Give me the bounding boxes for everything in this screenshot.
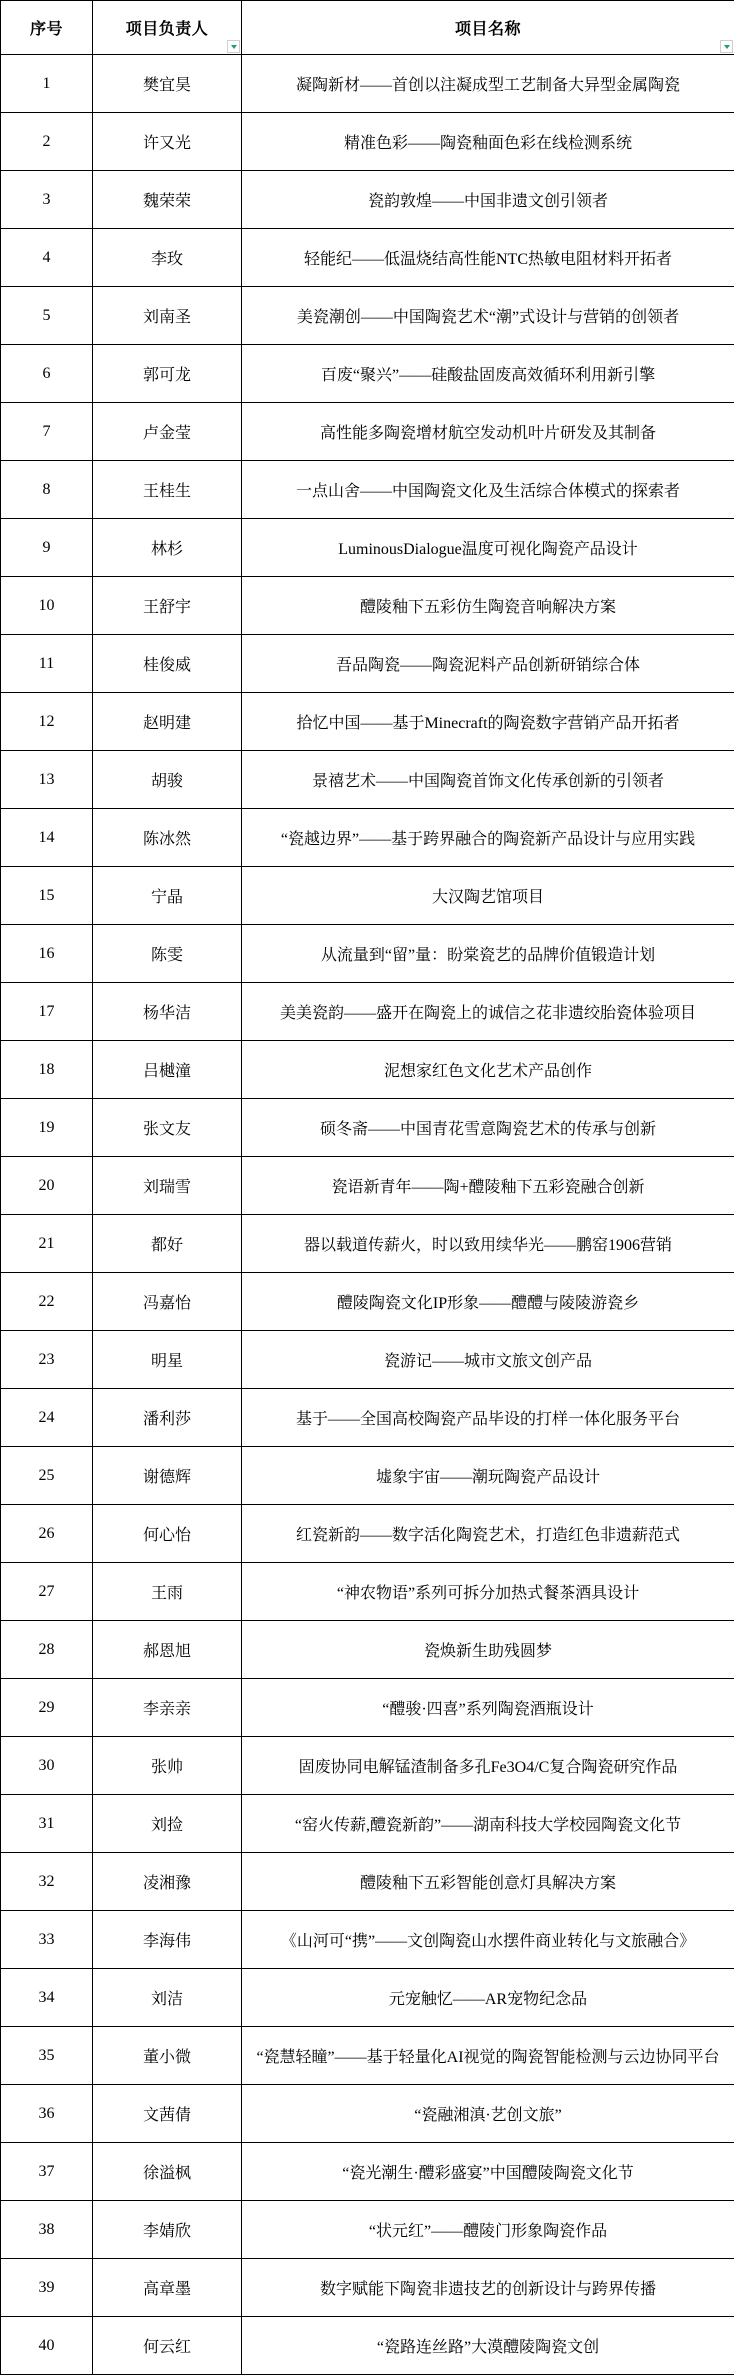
cell-index[interactable]: 19	[1, 1099, 93, 1157]
cell-project[interactable]: “瓷融湘滇·艺创文旅”	[242, 2085, 734, 2143]
cell-leader[interactable]: 潘利莎	[93, 1389, 242, 1447]
cell-index[interactable]: 39	[1, 2259, 93, 2317]
cell-leader[interactable]: 李婧欣	[93, 2201, 242, 2259]
cell-index[interactable]: 10	[1, 577, 93, 635]
cell-index[interactable]: 22	[1, 1273, 93, 1331]
cell-index[interactable]: 30	[1, 1737, 93, 1795]
cell-project[interactable]: 拾忆中国——基于Minecraft的陶瓷数字营销产品开拓者	[242, 693, 734, 751]
table-row	[1, 1911, 734, 1969]
cell-leader[interactable]: 都好	[93, 1215, 242, 1273]
cell-leader[interactable]: 王舒宇	[93, 577, 242, 635]
cell-project[interactable]: 轻能纪——低温烧结高性能NTC热敏电阻材料开拓者	[242, 229, 734, 287]
table-row	[1, 287, 734, 345]
cell-index[interactable]: 9	[1, 519, 93, 577]
cell-project[interactable]: 红瓷新韵——数字活化陶瓷艺术，打造红色非遗薪范式	[242, 1505, 734, 1563]
filter-dropdown-icon	[231, 45, 237, 49]
cell-leader[interactable]: 许又光	[93, 113, 242, 171]
cell-index[interactable]: 33	[1, 1911, 93, 1969]
cell-project[interactable]: 数字赋能下陶瓷非遗技艺的创新设计与跨界传播	[242, 2259, 734, 2317]
table-row	[1, 577, 734, 635]
cell-index[interactable]: 40	[1, 2317, 93, 2375]
leader-filter-button[interactable]	[227, 40, 240, 53]
cell-index[interactable]: 20	[1, 1157, 93, 1215]
table-row	[1, 1215, 734, 1273]
table-row	[1, 1447, 734, 1505]
header-cell-index[interactable]	[1, 1, 93, 55]
cell-project[interactable]: 醴陵陶瓷文化IP形象——醴醴与陵陵游瓷乡	[242, 1273, 734, 1331]
cell-project[interactable]: 景禧艺术——中国陶瓷首饰文化传承创新的引领者	[242, 751, 734, 809]
cell-leader[interactable]: 王雨	[93, 1563, 242, 1621]
table-row	[1, 1389, 734, 1447]
table-row	[1, 925, 734, 983]
cell-project[interactable]: 凝陶新材——首创以注凝成型工艺制备大异型金属陶瓷	[242, 55, 734, 113]
table-row	[1, 461, 734, 519]
table-row	[1, 1041, 734, 1099]
cell-index[interactable]: 23	[1, 1331, 93, 1389]
table-row	[1, 1679, 734, 1737]
filter-dropdown-icon	[724, 45, 730, 49]
header-label-index: 序号	[30, 21, 63, 38]
table-row	[1, 809, 734, 867]
cell-index[interactable]: 1	[1, 55, 93, 113]
cell-index[interactable]: 34	[1, 1969, 93, 2027]
table-row	[1, 2143, 734, 2201]
cell-index[interactable]: 15	[1, 867, 93, 925]
cell-index[interactable]: 6	[1, 345, 93, 403]
cell-leader[interactable]: 刘捡	[93, 1795, 242, 1853]
cell-index[interactable]: 35	[1, 2027, 93, 2085]
cell-index[interactable]: 12	[1, 693, 93, 751]
cell-index[interactable]: 25	[1, 1447, 93, 1505]
cell-leader[interactable]: 刘洁	[93, 1969, 242, 2027]
cell-leader[interactable]: 樊宜昊	[93, 55, 242, 113]
cell-leader[interactable]: 高章墨	[93, 2259, 242, 2317]
header-label-leader: 项目负责人	[126, 21, 209, 38]
cell-project[interactable]: 瓷韵敦煌——中国非遗文创引领者	[242, 171, 734, 229]
cell-project[interactable]: 醴陵釉下五彩仿生陶瓷音响解决方案	[242, 577, 734, 635]
cell-leader[interactable]: 刘瑞雪	[93, 1157, 242, 1215]
cell-project[interactable]: 瓷语新青年——陶+醴陵釉下五彩瓷融合创新	[242, 1157, 734, 1215]
table-row	[1, 345, 734, 403]
cell-leader[interactable]: 卢金莹	[93, 403, 242, 461]
cell-leader[interactable]: 张帅	[93, 1737, 242, 1795]
table-row	[1, 2085, 734, 2143]
cell-project[interactable]: “醴骏·四喜”系列陶瓷酒瓶设计	[242, 1679, 734, 1737]
cell-index[interactable]: 17	[1, 983, 93, 1041]
table-row	[1, 2027, 734, 2085]
table-row	[1, 983, 734, 1041]
table-row	[1, 2317, 734, 2375]
table-row	[1, 1969, 734, 2027]
table-row	[1, 2259, 734, 2317]
cell-project[interactable]: 一点山舍——中国陶瓷文化及生活综合体模式的探索者	[242, 461, 734, 519]
cell-leader[interactable]: 陈冰然	[93, 809, 242, 867]
cell-leader[interactable]: 徐溢枫	[93, 2143, 242, 2201]
cell-leader[interactable]: 李玫	[93, 229, 242, 287]
table-row	[1, 229, 734, 287]
table-row	[1, 1331, 734, 1389]
table-row	[1, 1099, 734, 1157]
cell-leader[interactable]: 明星	[93, 1331, 242, 1389]
table-row	[1, 1563, 734, 1621]
table-row	[1, 635, 734, 693]
cell-project[interactable]: 美瓷潮创——中国陶瓷艺术“潮”式设计与营销的创领者	[242, 287, 734, 345]
cell-index[interactable]: 2	[1, 113, 93, 171]
cell-leader[interactable]: 吕樾潼	[93, 1041, 242, 1099]
cell-leader[interactable]: 董小微	[93, 2027, 242, 2085]
cell-index[interactable]: 36	[1, 2085, 93, 2143]
cell-leader[interactable]: 李海伟	[93, 1911, 242, 1969]
cell-project[interactable]: 醴陵釉下五彩智能创意灯具解决方案	[242, 1853, 734, 1911]
table-row	[1, 1157, 734, 1215]
cell-index[interactable]: 32	[1, 1853, 93, 1911]
cell-leader[interactable]: 赵明建	[93, 693, 242, 751]
table-row	[1, 693, 734, 751]
table-row	[1, 403, 734, 461]
cell-index[interactable]: 28	[1, 1621, 93, 1679]
table-row	[1, 113, 734, 171]
cell-project[interactable]: 吾品陶瓷——陶瓷泥料产品创新研销综合体	[242, 635, 734, 693]
cell-project[interactable]: “神农物语”系列可拆分加热式餐茶酒具设计	[242, 1563, 734, 1621]
cell-project[interactable]: “状元红”——醴陵门形象陶瓷作品	[242, 2201, 734, 2259]
cell-index[interactable]: 37	[1, 2143, 93, 2201]
cell-project[interactable]: “瓷路连丝路”大漠醴陵陶瓷文创	[242, 2317, 734, 2375]
cell-leader[interactable]: 王桂生	[93, 461, 242, 519]
table-row	[1, 2201, 734, 2259]
header-cell-leader[interactable]	[93, 1, 242, 55]
cell-project[interactable]: 百废“聚兴”——硅酸盐固废高效循环利用新引擎	[242, 345, 734, 403]
header-cell-project[interactable]	[242, 1, 734, 55]
cell-index[interactable]: 18	[1, 1041, 93, 1099]
cell-index[interactable]: 13	[1, 751, 93, 809]
table-row	[1, 1795, 734, 1853]
cell-leader[interactable]: 张文友	[93, 1099, 242, 1157]
cell-leader[interactable]: 宁晶	[93, 867, 242, 925]
header-row	[1, 1, 734, 55]
cell-index[interactable]: 38	[1, 2201, 93, 2259]
cell-project[interactable]: “瓷越边界”——基于跨界融合的陶瓷新产品设计与应用实践	[242, 809, 734, 867]
cell-project[interactable]: 硕冬斋——中国青花雪意陶瓷艺术的传承与创新	[242, 1099, 734, 1157]
cell-project[interactable]: 从流量到“留”量：盼棠瓷艺的品牌价值锻造计划	[242, 925, 734, 983]
cell-leader[interactable]: 何心怡	[93, 1505, 242, 1563]
cell-index[interactable]: 21	[1, 1215, 93, 1273]
cell-leader[interactable]: 魏荣荣	[93, 171, 242, 229]
table-row	[1, 519, 734, 577]
cell-leader[interactable]: 谢德辉	[93, 1447, 242, 1505]
cell-leader[interactable]: 何云红	[93, 2317, 242, 2375]
cell-project[interactable]: 泥想家红色文化艺术产品创作	[242, 1041, 734, 1099]
cell-index[interactable]: 3	[1, 171, 93, 229]
cell-leader[interactable]: 胡骏	[93, 751, 242, 809]
table-row	[1, 751, 734, 809]
cell-project[interactable]: “瓷慧轻瞳”——基于轻量化AI视觉的陶瓷智能检测与云边协同平台	[242, 2027, 734, 2085]
cell-index[interactable]: 16	[1, 925, 93, 983]
cell-index[interactable]: 7	[1, 403, 93, 461]
cell-leader[interactable]: 刘南圣	[93, 287, 242, 345]
cell-project[interactable]: 器以载道传薪火，时以致用续华光——鹏窑1906营销	[242, 1215, 734, 1273]
cell-index[interactable]: 27	[1, 1563, 93, 1621]
cell-project[interactable]: LuminousDialogue温度可视化陶瓷产品设计	[242, 519, 734, 577]
cell-leader[interactable]: 凌湘豫	[93, 1853, 242, 1911]
cell-project[interactable]: 瓷游记——城市文旅文创产品	[242, 1331, 734, 1389]
cell-project[interactable]: 元宠触忆——AR宠物纪念品	[242, 1969, 734, 2027]
cell-project[interactable]: 大汉陶艺馆项目	[242, 867, 734, 925]
cell-leader[interactable]: 文茜倩	[93, 2085, 242, 2143]
cell-project[interactable]: 精准色彩——陶瓷釉面色彩在线检测系统	[242, 113, 734, 171]
cell-project[interactable]: 《山河可“携”——文创陶瓷山水摆件商业转化与文旅融合》	[242, 1911, 734, 1969]
project-filter-button[interactable]	[720, 40, 733, 53]
table-body	[1, 55, 734, 2375]
cell-leader[interactable]: 冯嘉怡	[93, 1273, 242, 1331]
cell-leader[interactable]: 郝恩旭	[93, 1621, 242, 1679]
cell-index[interactable]: 31	[1, 1795, 93, 1853]
cell-leader[interactable]: 杨华洁	[93, 983, 242, 1041]
cell-leader[interactable]: 郭可龙	[93, 345, 242, 403]
cell-index[interactable]: 14	[1, 809, 93, 867]
table-row	[1, 1505, 734, 1563]
table-row	[1, 1853, 734, 1911]
cell-leader[interactable]: 陈雯	[93, 925, 242, 983]
cell-project[interactable]: “瓷光潮生·醴彩盛宴”中国醴陵陶瓷文化节	[242, 2143, 734, 2201]
table-row	[1, 867, 734, 925]
cell-leader[interactable]: 李亲亲	[93, 1679, 242, 1737]
table-row	[1, 171, 734, 229]
table-row	[1, 1273, 734, 1331]
cell-index[interactable]: 5	[1, 287, 93, 345]
cell-project[interactable]: “窑火传薪,醴瓷新韵”——湖南科技大学校园陶瓷文化节	[242, 1795, 734, 1853]
cell-index[interactable]: 29	[1, 1679, 93, 1737]
cell-leader[interactable]: 林杉	[93, 519, 242, 577]
table-row	[1, 1737, 734, 1795]
table-header	[1, 1, 734, 55]
cell-project[interactable]: 固废协同电解锰渣制备多孔Fe3O4/C复合陶瓷研究作品	[242, 1737, 734, 1795]
cell-project[interactable]: 瓷焕新生助残圆梦	[242, 1621, 734, 1679]
cell-index[interactable]: 26	[1, 1505, 93, 1563]
table-row	[1, 1621, 734, 1679]
cell-leader[interactable]: 桂俊威	[93, 635, 242, 693]
cell-project[interactable]: 美美瓷韵——盛开在陶瓷上的诚信之花非遗绞胎瓷体验项目	[242, 983, 734, 1041]
cell-project[interactable]: 墟象宇宙——潮玩陶瓷产品设计	[242, 1447, 734, 1505]
cell-index[interactable]: 4	[1, 229, 93, 287]
cell-project[interactable]: 高性能多陶瓷增材航空发动机叶片研发及其制备	[242, 403, 734, 461]
cell-project[interactable]: 基于——全国高校陶瓷产品毕设的打样一体化服务平台	[242, 1389, 734, 1447]
header-label-project: 项目名称	[455, 21, 521, 38]
cell-index[interactable]: 24	[1, 1389, 93, 1447]
cell-index[interactable]: 11	[1, 635, 93, 693]
table-row	[1, 55, 734, 113]
cell-index[interactable]: 8	[1, 461, 93, 519]
